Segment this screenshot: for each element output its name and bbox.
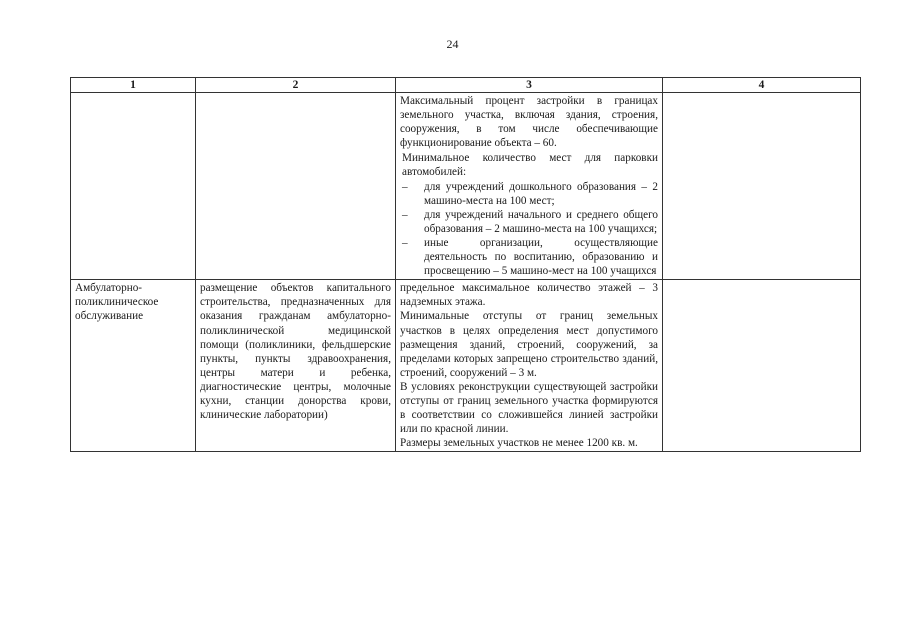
row2-col2-cell: [196, 280, 396, 452]
list-item: [400, 208, 658, 236]
use-type-description: размещение объектов капитального строительства, предназначенных для оказания гражданам амбулаторно-поликлинической медицинской помощи (поликлиники, фельдшерские пункты, пункты здравоохранения, центры матери и ребенка, диагностические центры, молочные кухни, станции донорства крови, клинические лаборатории): [200, 282, 391, 422]
table-row: [71, 93, 861, 280]
dash-marker: –: [402, 208, 408, 221]
table-header-row: [71, 78, 861, 93]
list-item: [400, 236, 658, 278]
column-header-1: 1: [71, 78, 196, 93]
row1-col3-cell: [396, 93, 663, 280]
dash-marker: –: [402, 180, 408, 193]
parking-min-text: Минимальное количество мест для парковки автомобилей:: [402, 152, 658, 179]
row1-col2-cell: [196, 93, 396, 280]
list-item: [400, 180, 658, 208]
min-setbacks-text: Минимальные отступы от границ земельных участков в целях определения мест допустимого размещения зданий, строений, сооружений, за пределами которых запрещено строительство зданий, строений, сооружений – 3 м.: [400, 310, 658, 379]
dash-marker: –: [402, 236, 408, 249]
row2-col1-cell: [71, 280, 196, 452]
row1-col1-cell: [71, 93, 196, 280]
column-header-2: 2: [196, 78, 396, 93]
page-number: 24: [446, 37, 459, 51]
document-table: [70, 77, 861, 452]
row1-col4-cell: [663, 93, 861, 280]
row2-col4-cell: [663, 280, 861, 452]
max-building-percent-text: Максимальный процент застройки в границах земельного участка, включая здания, строения, сооружения, в том числе обеспечивающие функционирование объекта – 60.: [400, 95, 658, 150]
row2-col3-cell: [396, 280, 663, 452]
plot-size-text: Размеры земельных участков не менее 1200 кв. м.: [400, 437, 638, 450]
reconstruction-text: В условиях реконструкции существующей застройки отступы от границ земельного участка формируются в соответствии со сложившейся линией застройки или по красной линии.: [400, 380, 658, 436]
parking-list: [400, 180, 658, 279]
list-item-text: иные организации, осуществляющие деятельность по воспитанию, образованию и просвещению – 5 машино-мест на 100 учащихся: [424, 236, 658, 278]
column-header-3: 3: [396, 78, 663, 93]
max-floors-text: предельное максимальное количество этажей – 3 надземных этажа.: [400, 282, 658, 309]
list-item-text: для учреждений дошкольного образования – 2 машино-места на 100 мест;: [424, 180, 658, 207]
column-header-4: 4: [663, 78, 861, 93]
table-row: [71, 280, 861, 452]
list-item-text: для учреждений начального и среднего общего образования – 2 машино-места на 100 учащихся;: [424, 208, 658, 235]
use-type-name: Амбулаторно-поликлиническое обслуживание: [75, 282, 159, 323]
